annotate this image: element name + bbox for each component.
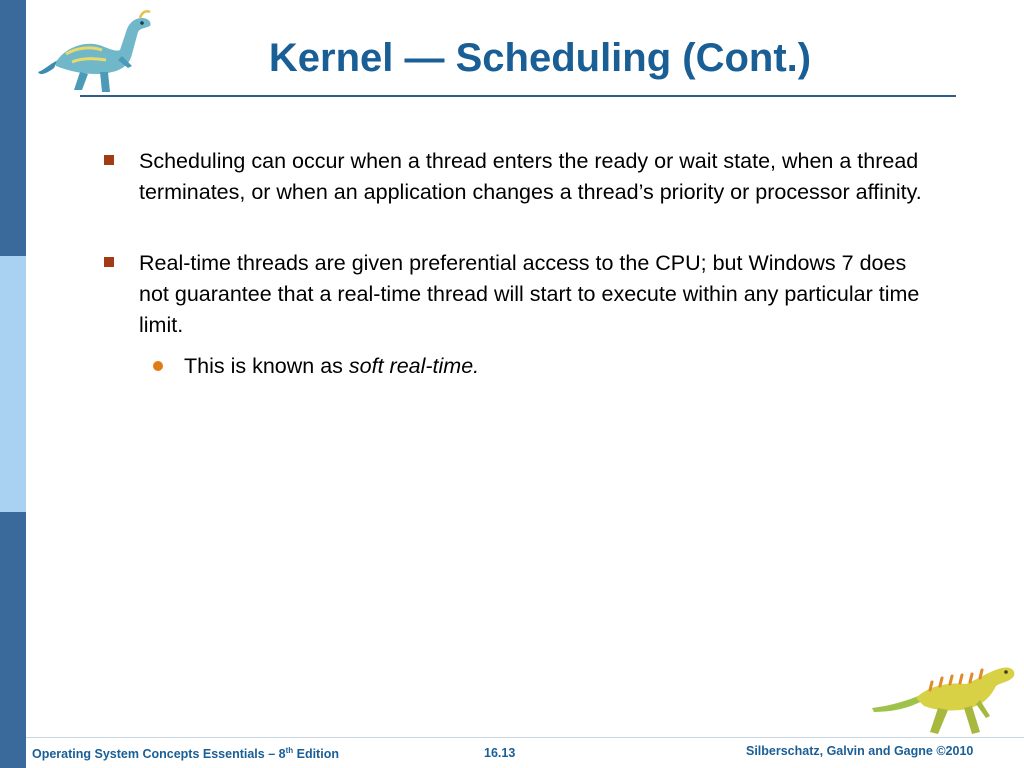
bullet-item <box>100 248 940 341</box>
sub-bullet-emphasis: soft real-time. <box>348 354 480 378</box>
sub-bullet-prefix: This is known as <box>184 354 349 378</box>
dinosaur-logo-icon <box>36 6 158 96</box>
footer-divider <box>26 737 1024 738</box>
footer-copyright: Silberschatz, Galvin and Gagne ©2010 <box>746 744 974 758</box>
slide-title: Kernel — Scheduling (Cont.) <box>268 36 812 80</box>
footer-page-number: 16.13 <box>484 746 516 760</box>
slide-content <box>100 146 940 382</box>
left-strip-middle <box>0 256 26 512</box>
footer-edition-word: Edition <box>293 747 339 761</box>
footer-edition-superscript: th <box>285 746 294 755</box>
left-strip-top <box>0 0 26 256</box>
square-bullet-icon <box>104 257 114 267</box>
bullet-text: Real-time threads are given preferential access to the CPU; but Windows 7 does not guarantee that a real-time thread will start to execute within any particular time limit. <box>139 251 920 337</box>
footer-book-text: Operating System Concepts Essentials – 8 <box>32 747 286 761</box>
left-strip-bottom <box>0 512 26 768</box>
bullet-item <box>100 146 940 208</box>
sub-bullet-item <box>100 351 940 382</box>
bullet-text: Scheduling can occur when a thread enters the ready or wait state, when a thread terminates, or when an application changes a thread’s priority or processor affinity. <box>139 149 922 204</box>
dinosaur-footer-icon <box>868 660 1018 742</box>
title-divider <box>80 95 956 97</box>
square-bullet-icon <box>104 155 114 165</box>
round-bullet-icon <box>153 361 163 371</box>
footer-book-title <box>32 746 339 761</box>
